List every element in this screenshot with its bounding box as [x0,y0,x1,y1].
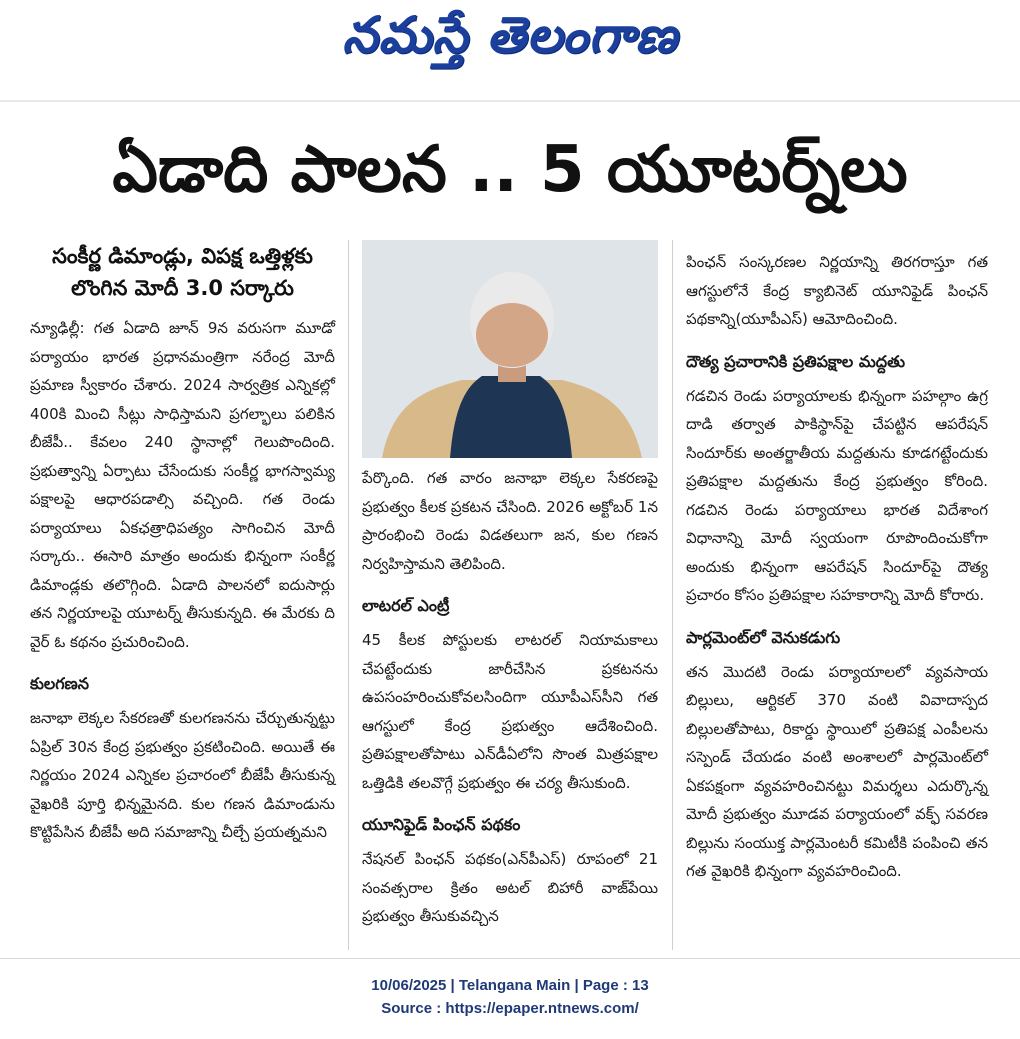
headline: ఏడాది పాలన .. 5 యూటర్న్‌లు [112,133,908,207]
article-column-1 [30,240,335,847]
article-text-col2: పేర్కొంది. గత వారం జనాభా లెక్కల సేకరణపై ప్రభుత్వం కీలక ప్రకటన చేసింది. 2026 అక్టోబర్ 1న ప్రారంభించి రెండు విడతలుగా జన, కుల గణన నిర్వహిస్తామని తెలిపింది. [362,469,658,573]
masthead-divider [0,100,1020,102]
section-text-caste-census: జనాభా లెక్కల సేకరణతో కులగణనను చేర్చుతున్నట్టు ఏప్రిల్ 30న కేంద్ర ప్రభుత్వం ప్రకటించింది. అయితే ఈ నిర్ణయం 2024 ఎన్నికల ప్రచారంలో బీజేపీ తీసుకున్న వైఖరికి పూర్తి భిన్నమైనది. కుల గణన డిమాండును కొట్టిపేసిన బీజేపీ అది సమాజాన్ని చీల్చే ప్రయత్నమని [30,709,335,841]
footer-divider [0,958,1020,959]
section-title-lateral-entry: లాటరల్ ఎంట్రీ [362,596,450,615]
section-title-unified-pension: యూనిఫైడ్ పింఛన్ పథకం [362,815,521,834]
section-title-diplomacy: దౌత్య ప్రచారానికి ప్రతిపక్షాల మద్దతు [686,351,906,371]
section-text-diplomacy: గడచిన రెండు పర్యాయాలకు భిన్నంగా పహల్గాం ఉగ్ర దాడి తర్వాత పాకిస్థాన్‌పై చేపట్టిన ఆపరేషన్ సిందూర్‌కు అంతర్జాతీయ మద్దతును కూడగట్టేందుకు ప్రతిపక్షాల మద్దతును కేంద్ర ప్రభుత్వం కోరింది. గడచిన రెండు పర్యాయాలు భారత విదేశాంగ విధానాన్ని మోదీ స్వయంగా రూపొందించుకోగా అందుకు భిన్నంగా ఆపరేషన్ సిందూర్‌పై దౌత్య ప్రచారం కోసం ప్రతిపక్షాల సహకారాన్ని మోదీ కోరారు. [686,386,988,604]
article-text-col3: పింఛన్ సంస్కరణల నిర్ణయాన్ని తిరగరాస్తూ గత ఆగస్టులోనే కేంద్ర క్యాబినెట్ యూనిఫైడ్ పింఛన్ పథకాన్ని(యూపీఎస్) ఆమోదించింది. [686,253,988,328]
subheadline: సంకీర్ణ డిమాండ్లు, విపక్ష ఒత్తిళ్లకు లొంగిన మోదీ 3.0 సర్కారు [52,244,313,300]
article-column-3 [686,248,988,886]
column-divider [348,240,349,950]
column-divider [672,240,673,950]
section-title-caste-census: కులగణన [30,674,90,693]
masthead-title: నమస్తే తెలంగాణ [342,6,678,64]
footer-source[interactable]: Source : https://epaper.ntnews.com/ [381,1000,639,1017]
section-text-lateral-entry: 45 కీలక పోస్టులకు లాటరల్ నియామకాలు చేపట్టేందుకు జారీచేసిన ప్రకటనను ఉపసంహరించుకోవలసిందిగా యూపీఎస్‌సీని గత ఆగస్టులో కేంద్ర ప్రభుత్వం ఆదేశించింది. ప్రతిపక్షాలతోపాటు ఎన్‌డీఏలోని సొంత మిత్రపక్షాల ఒత్తిడికి తలవొగ్గే ప్రభుత్వం ఈ చర్య తీసుకుంది. [362,631,658,792]
person-back-illustration [362,240,658,458]
article-column-2 [362,240,658,931]
section-text-parliament: తన మొదటి రెండు పర్యాయాలలో వ్యవసాయ బిల్లులు, ఆర్టికల్ 370 వంటి వివాదాస్పద బిల్లులతోపాటు, రికార్డు స్థాయిలో ప్రతిపక్ష ఎంపీలను సస్పెండ్ చేయడం వంటి అంశాలలో పార్లమెంట్‌లో ఏకపక్షంగా వ్యవహరించినట్టు విమర్శలు ఎదుర్కొన్న మోదీ ప్రభుత్వం మూడవ పర్యాయంలో వక్ఫ్ సవరణ బిల్లును సంయుక్త పార్లమెంటరీ కమిటీకి పంపించి తన గత వైఖరికి భిన్నంగా వ్యవహరించింది. [686,662,988,880]
section-text-unified-pension: నేషనల్ పింఛన్ పథకం(ఎన్‌పీఎస్) రూపంలో 21 సంవత్సరాల క్రితం అటల్ బిహారీ వాజ్‌పేయి ప్రభుత్వం తీసుకువచ్చిన [362,850,658,925]
article-intro: న్యూఢిల్లీ: గత ఏడాది జూన్ 9న వరుసగా మూడో పర్యాయం భారత ప్రధానమంత్రిగా నరేంద్ర మోదీ ప్రమాణ స్వీకారం చేశారు. 2024 సార్వత్రిక ఎన్నికల్లో 400కి మించి సీట్లు సాధిస్తామని ప్రగల్భాలు పలికిన బీజేపీ.. కేవలం 240 స్థానాల్లో గెలుపొందింది. ప్రభుత్వాన్ని ఏర్పాటు చేసేందుకు సంకీర్ణ భాగస్వామ్య పక్షాలపై ఆధారపడాల్సి వచ్చింది. గత రెండు పర్యాయాలు ఏకఛత్రాధిపత్యం సాగించిన మోదీ సర్కారు.. ఈసారి మాత్రం అందుకు భిన్నంగా సంకీర్ణ డిమాండ్లకు తలొగ్గింది. ఏడాది పాలనలో ఐదుసార్లు తన నిర్ణయాలపై యూటర్న్ తీసుకున్నది. ఈ మేరకు ది వైర్ ఓ కథనం ప్రచురించింది. [30,319,335,651]
article-photo [362,240,658,458]
footer-date-page: 10/06/2025 | Telangana Main | Page : 13 [371,977,649,994]
masthead [0,0,1020,95]
section-title-parliament: పార్లమెంట్‌లో వెనుకడుగు [686,627,841,647]
